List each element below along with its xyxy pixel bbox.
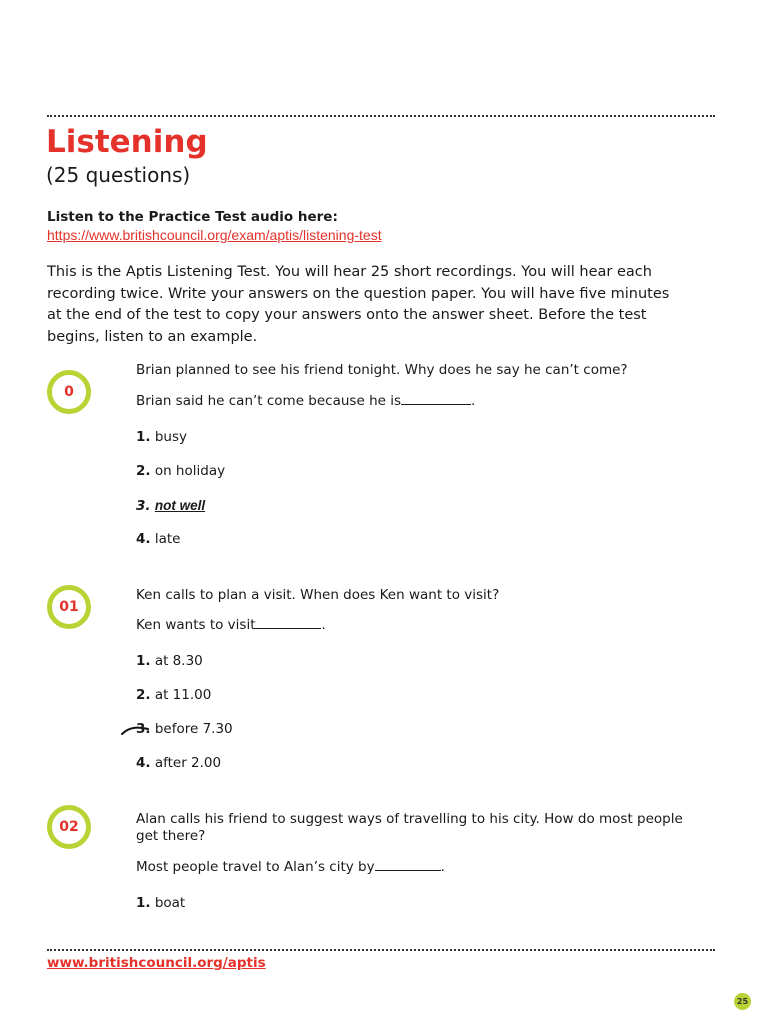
option-item[interactable]	[136, 429, 187, 446]
option-text: at 8.30	[154, 653, 203, 669]
option-text: at 11.00	[154, 687, 212, 703]
option-item[interactable]	[136, 653, 203, 670]
answer-blank	[255, 615, 321, 629]
section-subtitle: (25 questions)	[46, 163, 191, 187]
option-text: not well	[154, 498, 206, 513]
option-text: busy	[154, 429, 187, 445]
stem-end: .	[321, 617, 326, 633]
audio-link[interactable]: https://www.britishcouncil.org/exam/aptis/listening-test	[47, 227, 382, 243]
option-number: 3.	[136, 498, 151, 514]
stem-end: .	[471, 393, 476, 409]
option-text: after 2.00	[154, 755, 222, 771]
question-stem	[136, 857, 445, 876]
option-number: 2.	[136, 463, 151, 479]
page-number-badge: 25	[734, 993, 751, 1010]
option-text: late	[154, 531, 181, 547]
option-number: 4.	[136, 755, 151, 771]
stem-text: Ken wants to visit	[136, 617, 256, 633]
top-divider	[47, 115, 715, 117]
option-text: on holiday	[154, 463, 226, 479]
option-number: 1.	[136, 653, 151, 669]
audio-label: Listen to the Practice Test audio here:	[47, 209, 338, 225]
option-item[interactable]	[136, 721, 233, 738]
option-item-selected[interactable]	[136, 497, 205, 515]
option-item[interactable]	[136, 531, 180, 548]
question-stem	[136, 615, 326, 634]
option-number: 3.	[136, 721, 151, 737]
bottom-divider	[47, 949, 715, 951]
option-item[interactable]	[136, 755, 221, 772]
option-number: 1.	[136, 429, 151, 445]
question-number-badge: 0	[47, 370, 91, 414]
answer-blank	[401, 391, 471, 405]
option-text: before 7.30	[154, 721, 233, 737]
question-number-badge: 02	[47, 805, 91, 849]
stem-end: .	[440, 859, 445, 875]
stem-text: Most people travel to Alan’s city by	[136, 859, 375, 875]
option-item[interactable]	[136, 895, 185, 912]
question-prompt: Alan calls his friend to suggest ways of travelling to his city. How do most people get there?	[136, 811, 683, 844]
question-prompt: Ken calls to plan a visit. When does Ken want to visit?	[136, 587, 500, 603]
footer-link[interactable]: www.britishcouncil.org/aptis	[47, 955, 266, 971]
stem-text: Brian said he can’t come because he is	[136, 393, 402, 409]
option-item[interactable]	[136, 687, 211, 704]
question-number-badge: 01	[47, 585, 91, 629]
question-stem	[136, 391, 475, 410]
option-text: boat	[154, 895, 186, 911]
option-number: 1.	[136, 895, 151, 911]
section-title: Listening	[46, 124, 208, 160]
option-number: 4.	[136, 531, 151, 547]
option-item[interactable]	[136, 463, 225, 480]
answer-blank	[375, 857, 441, 871]
intro-paragraph: This is the Aptis Listening Test. You will hear 25 short recordings. You will hear each recording twice. Write your answers on the question paper. You will have five minutes at the end of the test to copy your answers onto the answer sheet. Before the test begins, listen to an example.	[47, 264, 670, 345]
option-number: 2.	[136, 687, 151, 703]
question-prompt: Brian planned to see his friend tonight. Why does he say he can’t come?	[136, 362, 628, 378]
